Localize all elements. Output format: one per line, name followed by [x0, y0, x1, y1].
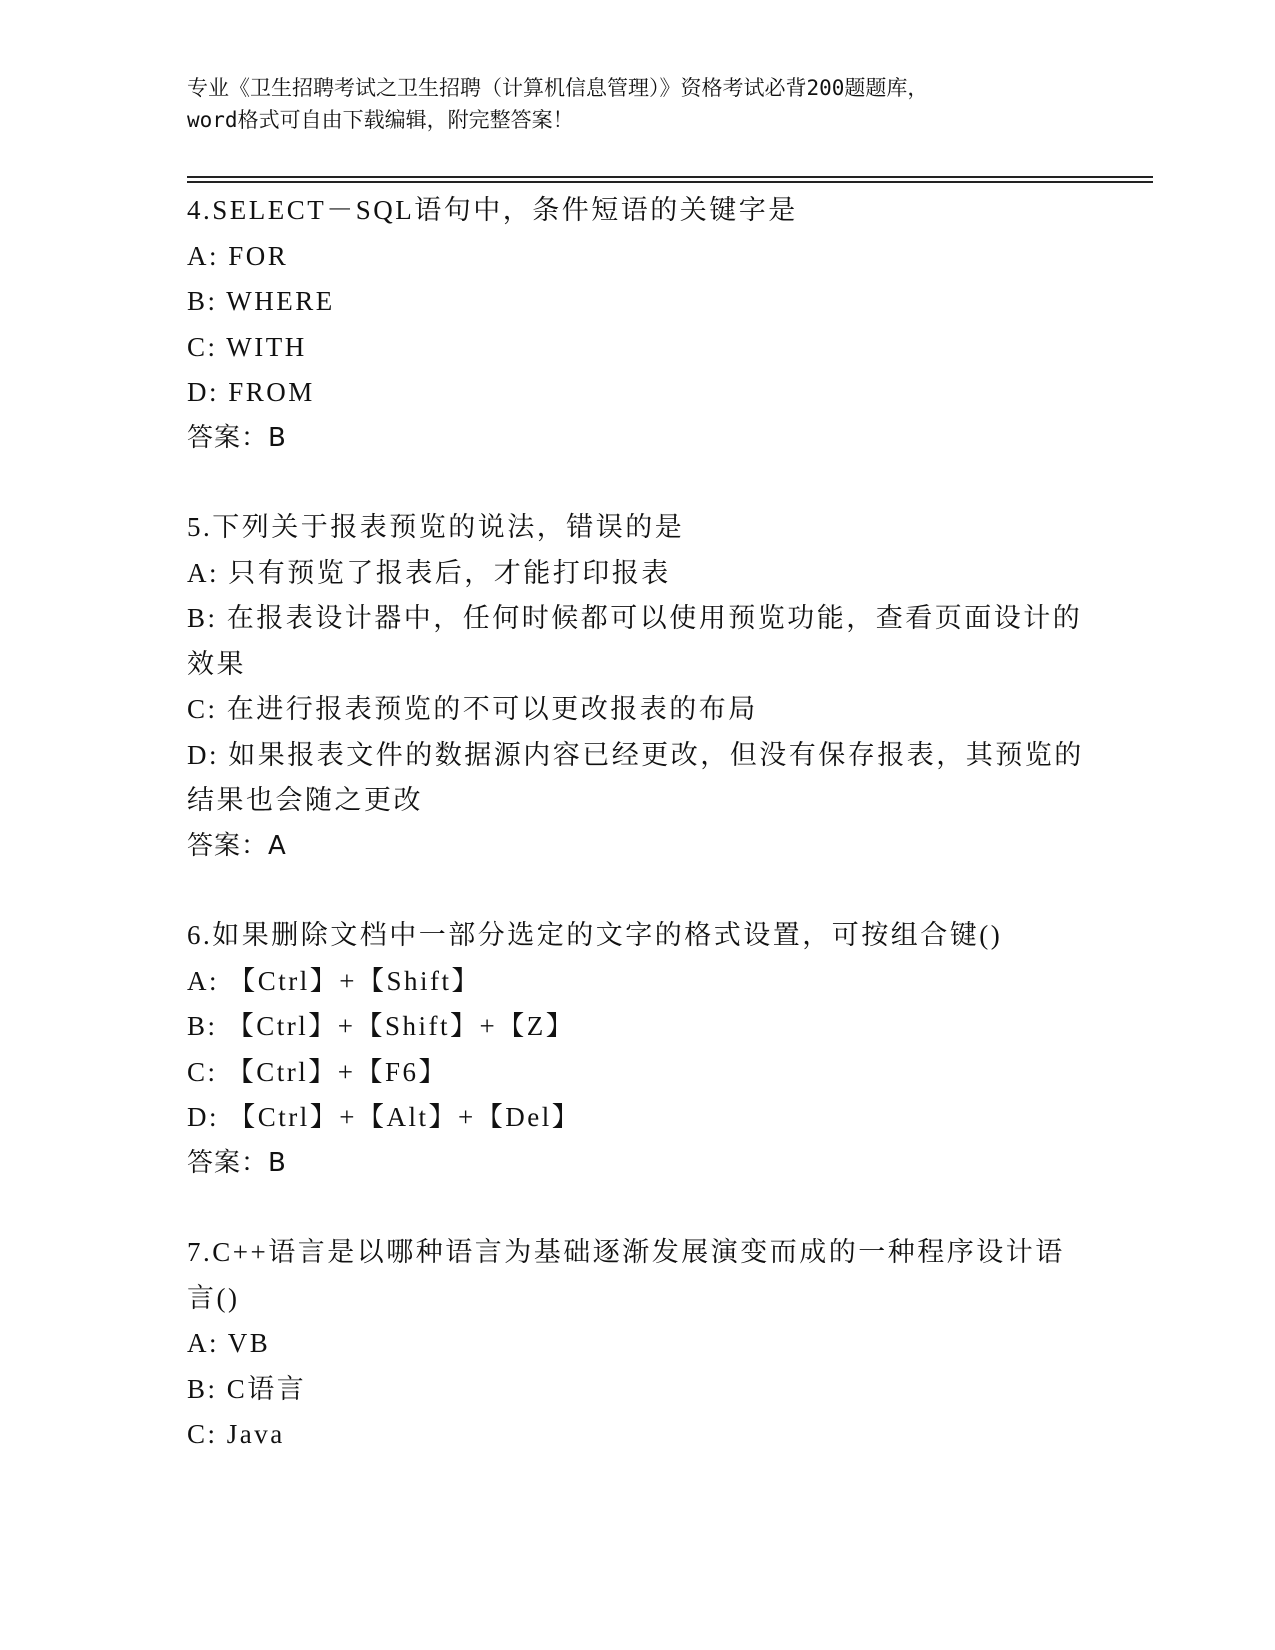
answer-line: 答案：B — [187, 1147, 287, 1178]
question-7 — [187, 1230, 1087, 1458]
answer-line: 答案：A — [187, 830, 287, 861]
option-a: A: VB — [187, 1328, 271, 1358]
header-divider-top — [187, 176, 1153, 178]
option-a: A: 只有预览了报表后，才能打印报表 — [187, 557, 671, 588]
option-a: A: FOR — [187, 240, 289, 271]
option-b: B: WHERE — [187, 286, 335, 316]
question-6 — [187, 913, 1087, 1186]
question-stem: 7.C++语言是以哪种语言为基础逐渐发展演变而成的一种程序设计语言() — [187, 1237, 1065, 1313]
answer-line: 答案：B — [187, 422, 287, 453]
option-c: C: 【Ctrl】+【F6】 — [187, 1056, 449, 1087]
option-b: B: 在报表设计器中，任何时候都可以使用预览功能，查看页面设计的效果 — [187, 603, 1083, 679]
option-a: A: 【Ctrl】+【Shift】 — [187, 965, 481, 996]
question-5 — [187, 505, 1087, 869]
option-b: B: 【Ctrl】+【Shift】+【Z】 — [187, 1011, 576, 1041]
option-b: B: C语言 — [187, 1373, 307, 1404]
header-line-1: 专业《卫生招聘考试之卫生招聘（计算机信息管理）》资格考试必背200题题库， — [187, 76, 929, 100]
question-4 — [187, 188, 1087, 461]
option-d: D: 如果报表文件的数据源内容已经更改，但没有保存报表，其预览的结果也会随之更改 — [187, 739, 1084, 815]
option-d: D: FROM — [187, 377, 315, 407]
question-stem: 4.SELECT－SQL语句中，条件短语的关键字是 — [187, 195, 798, 225]
header-divider-bottom — [187, 181, 1153, 183]
document-header — [187, 72, 1087, 136]
question-stem: 6.如果删除文档中一部分选定的文字的格式设置，可按组合键() — [187, 920, 1003, 950]
option-c: C: WITH — [187, 331, 307, 362]
question-stem: 5.下列关于报表预览的说法，错误的是 — [187, 512, 685, 542]
option-c: C: 在进行报表预览的不可以更改报表的布局 — [187, 694, 758, 724]
option-c: C: Java — [187, 1419, 285, 1449]
question-list — [187, 188, 1087, 1458]
option-d: D: 【Ctrl】+【Alt】+【Del】 — [187, 1102, 582, 1132]
header-line-2: word格式可自由下载编辑，附完整答案！ — [187, 108, 574, 132]
